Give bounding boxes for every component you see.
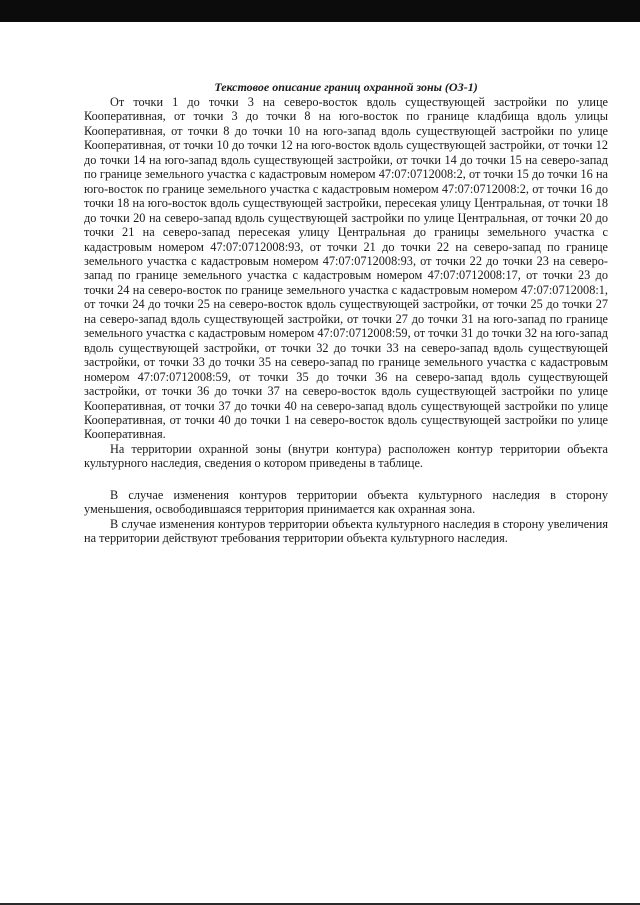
document-page <box>84 80 608 546</box>
scan-border-top <box>0 0 640 22</box>
boundary-description-paragraph: От точки 1 до точки 3 на северо-восток вдоль существующей застройки по улице Кооперативная, от точки 3 до точки 8 на юго-восток по границе кладбища вдоль улицы Кооперативная, от точки 8 до точки 10 на юго-запад вдоль существующей застройки по улице Кооперативная, от точки 10 до точки 12 на юго-восток вдоль существующей застройки, от точки 12 до точки 14 на юго-запад вдоль существующей застройки, от точки 14 до точки 15 на северо-запад по границе земельного участка с кадастровым номером 47:07:0712008:2, от точки 15 до точки 16 на юго-восток по границе земельного участка с кадастровым номером 47:07:0712008:2, от точки 16 до точки 18 на юго-восток вдоль существующей застройки, пересекая улицу Центральная, от точки 18 до точки 20 на северо-запад вдоль существующей застройки по улице Центральная, от точки 20 до точки 21 на северо-запад пересекая улицу Центральная до границы земельного участка с кадастровым номером 47:07:0712008:93, от точки 21 до точки 22 на северо-запад по границе земельного участка с кадастровым номером 47:07:0712008:93, от точки 22 до точки 23 на северо-запад по границе земельного участка с кадастровым номером 47:07:0712008:17, от точки 23 до точки 24 на северо-восток по границе земельного участка с кадастровым номером 47:07:0712008:1, от точки 24 до точки 25 на северо-восток вдоль существующей застройки, от точки 25 до точки 27 на северо-запад вдоль существующей застройки, от точки 27 до точки 31 на юго-запад по границе земельного участка с кадастровым номером 47:07:0712008:59, от точки 31 до точки 32 на юго-запад вдоль существующей застройки, от точки 32 до точки 33 на северо-запад вдоль существующей застройки, от точки 33 до точки 35 на северо-запад по границе земельного участка с кадастровым номером 47:07:0712008:59, от точки 35 до точки 36 на северо-запад вдоль существующей застройки, от точки 36 до точки 37 на северо-восток вдоль существующей застройки по улице Кооперативная, от точки 37 до точки 40 на северо-запад вдоль существующей застройки по улице Кооперативная, от точки 40 до точки 1 на северо-восток вдоль существующей застройки по улице Кооперативная. <box>84 95 608 442</box>
cultural-heritage-note-paragraph: На территории охранной зоны (внутри контура) расположен контур территории объекта культурного наследия, сведения о котором приведены в таблице. <box>84 441 608 471</box>
document-title: Текстовое описание границ охранной зоны (ОЗ-1) <box>214 80 478 94</box>
paragraph-gap <box>84 471 608 488</box>
reduction-case-paragraph: В случае изменения контуров территории объекта культурного наследия в сторону уменьшения, освободившаяся территория принимается как охранная зона. <box>84 487 608 517</box>
enlargement-case-paragraph: В случае изменения контуров территории объекта культурного наследия в сторону увеличения на территории действуют требования территории объекта культурного наследия. <box>84 516 608 546</box>
